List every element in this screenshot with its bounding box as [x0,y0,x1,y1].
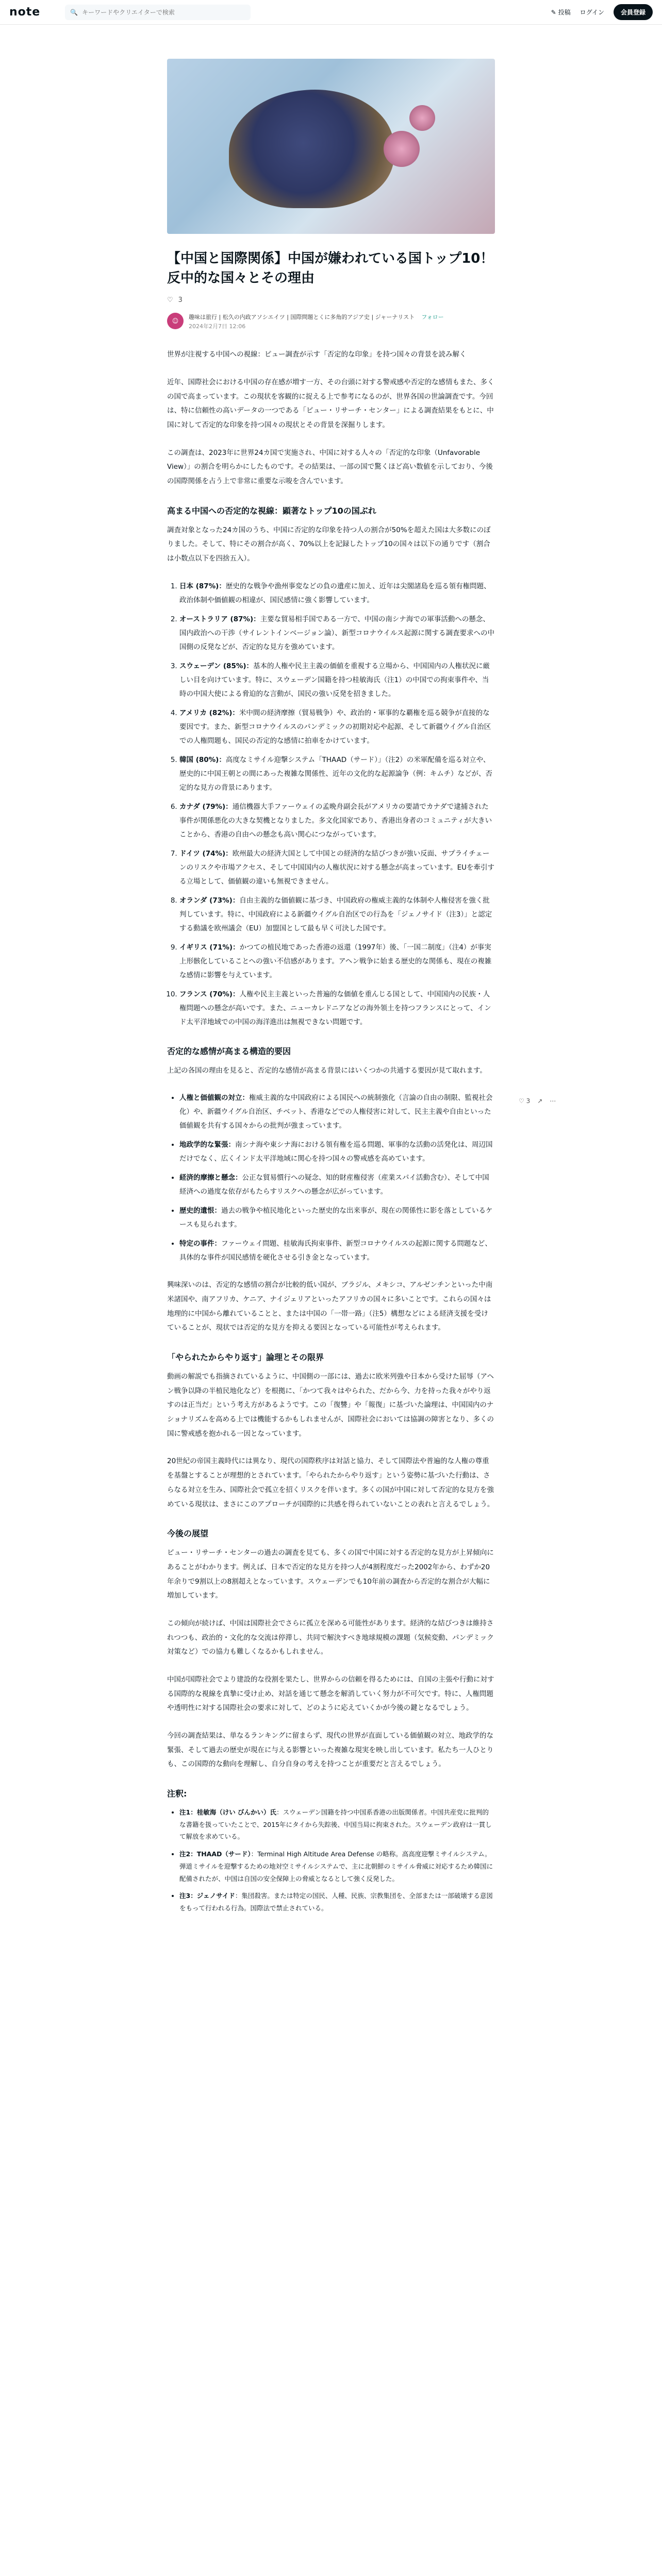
section-paragraph: 中国が国際社会でより建設的な役割を果たし、世界からの信頼を得るためには、自国の主張や行動に対する国際的な視線を真摯に受け止め、対話を通じて懸念を解消していく努力が不可欠です。特に、人権問題や透明性に対する国際社会の要求に対して、どのように応えていくかが今後の鍵となるでしょう。 [167,1675,494,1713]
list-item: • 注3：ジェノサイド：集団殺害。または特定の国民、人種、民族、宗教集団を、全部または一部破壊する意図をもって行われる行為。国際法で禁止されている。 [179,1890,495,1914]
factors-list [167,1091,495,1265]
blueberry-basket-shape [229,90,394,208]
hero-image [167,59,495,234]
search-icon: 🔍 [70,8,78,16]
flower-shape [409,105,435,131]
header-actions [551,4,653,20]
like-count: 3 [178,296,183,304]
section-lead: 上記の各国の理由を見ると、否定的な感情が高まる背景にはいくつかの共通する要因が見て取れます。 [167,1066,487,1075]
intro-paragraph: この調査は、2023年に世界24カ国で実施され、中国に対する人々の「否定的な印象（Unfavorable View）」の割合を明らかにしたものです。その結果は、一部の国で驚くほど高い数値を示しており、今後の国際関係を占う上で非常に重要な示唆を含んでいます。 [167,448,493,486]
article-actions [167,296,495,304]
list-item: • 注2：THAAD（サード）：Terminal High Altitude Area Defense の略称。高高度迎撃ミサイルシステム。弾道ミサイルを迎撃するための地対空ミサイルシステムで、主に北朝鮮のミサイル脅威に対応するため韓国に配備されたが、中国は自国の安全保障上の脅威となるとして強く反発した。 [179,1848,495,1885]
more-icon[interactable]: ⋯ [550,1097,556,1105]
article-title: 【中国と国際関係】中国が嫌われている国トップ10！反中的な国々とその理由 [167,251,494,286]
list-item: • 特定の事件：ファーウェイ問題、桂敏海氏拘束事件、新型コロナウイルスの起源に関する問題など、具体的な事件が国民感情を硬化させる引き金となっています。 [179,1237,495,1265]
section-paragraph: 今回の調査結果は、単なるランキングに留まらず、現代の世界が直面している価値観の対立、地政学的な緊張、そして過去の歴史が現在に与える影響といった複雑な現実を映し出しています。私たち一人ひとりも、この国際的な動向を理解し、自分自身の考えを持つことが重要だと言えるでしょう。 [167,1731,494,1769]
author-name[interactable]: 趣味は旅行 | 松久の内政アソシエイツ | 国際問題とくに多角的アジア史 | ジャーナリスト [189,314,415,321]
avatar[interactable]: ☺ [167,313,184,329]
list-item: 9. イギリス (71%)：かつての植民地であった香港の返還（1997年）後、「一国二制度」（注4）が事実上形骸化していることへの強い不信感があります。アヘン戦争に始まる歴史的な関係も、現在の複雑な感情に影響を与えています。 [179,941,495,982]
flower-shape [384,131,420,167]
section-heading: 「やられたからやり返す」論理とその限界 [167,1352,324,1363]
post-button[interactable] [551,8,571,16]
list-item: • 歴史的遺恨：過去の戦争や植民地化といった歴史的な出来事が、現在の関係性に影を落としているケースも見られます。 [179,1204,495,1232]
list-item: 8. オランダ (73%)：自由主義的な価値観に基づき、中国政府の権威主義的な体制や人権侵害を強く批判しています。特に、中国政府による新疆ウイグル自治区での行為を「ジェノサイド（注3）」と認定する動議を欧州議会（EU）加盟国として最も早く可決した国です。 [179,894,495,936]
list-item: • 経済的摩擦と懸念：公正な貿易慣行への疑念、知的財産権侵害（産業スパイ活動含む）、そして中国経済への過度な依存がもたらすリスクへの懸念が広がっています。 [179,1171,495,1199]
notes-heading: 注釈: [167,1788,187,1799]
floating-actions [519,1097,556,1105]
share-icon[interactable]: ↗ [537,1097,543,1105]
follow-button[interactable]: フォロー [421,314,444,321]
list-item: 3. スウェーデン (85%)：基本的人権や民主主義の価値を重視する立場から、中国国内の人権状況に厳しい目を向けています。特に、スウェーデン国籍を持つ桂敏海氏（注1）の中国での拘束事件や、当時の中国大使による脅迫的な言動が、国民の強い反発を招きました。 [179,659,495,701]
article-main [167,25,495,1914]
like-button[interactable] [519,1097,530,1105]
section-lead: 調査対象となった24カ国のうち、中国に否定的な印象を持つ人の割合が50%を超えた国は大多数にのぼりました。そして、特にその割合が高く、70%以上を記録したトップ10の国々は以下の通りです（割合は小数点以下を四捨五入）。 [167,526,491,563]
pencil-icon: ✎ [551,9,556,16]
section-paragraph: この傾向が続けば、中国は国際社会でさらに孤立を深める可能性があります。経済的な結びつきは維持されつつも、政治的・文化的な交流は停滞し、共同で解決すべき地球規模の課題（気候変動、パンデミック対策など）での協力も難しくなるかもしれません。 [167,1619,494,1656]
list-item: 4. アメリカ (82%)：米中間の経済摩擦（貿易戦争）や、政治的・軍事的な覇権を巡る競争が直接的な要因です。また、新型コロナウイルスのパンデミックの初期対応や起源、そして新疆ウイグル自治区での人権問題も、国民の否定的な感情に拍車をかけています。 [179,706,495,748]
section-heading: 否定的な感情が高まる構造的要因 [167,1046,291,1056]
section-paragraph: 興味深いのは、否定的な感情の割合が比較的低い国が、ブラジル、メキシコ、アルゼンチンといった中南米諸国や、南アフリカ、ケニア、ナイジェリアといったアフリカの国々に多いことです。これらの国々は地理的に中国から離れていることと、または中国の「一帯一路」（注5）構想などによる経済支援を受けていることが、現状では否定的な見方を抑える要因となっている可能性が考えられます。 [167,1281,493,1332]
heart-icon[interactable]: ♡ [167,296,173,304]
list-item: • 注1：桂敏海（けい びんかい）氏：スウェーデン国籍を持つ中国系香港の出版関係者。中国共産党に批判的な書籍を扱っていたことで、2015年にタイから失踪後、中国当局に拘束された。スウェーデン政府は一貫して解放を求めている。 [179,1806,495,1843]
post-date: 2024年2月7日 12:06 [189,323,246,330]
list-item: 1. 日本 (87%)：歴史的な戦争や漁州事変などの負の遺産に加え、近年は尖閣諸島を巡る領有権問題、政治体制や価値観の相違が、国民感情に強く影響しています。 [179,580,495,607]
ranking-list [167,580,495,1029]
signup-button[interactable]: 会員登録 [614,4,653,20]
intro-paragraph: 世界が注視する中国への視線：ピュー調査が示す「否定的な印象」を持つ国々の背景を読み解く [167,350,467,359]
intro-paragraph: 近年、国際社会における中国の存在感が増す一方、その台頭に対する警戒感や否定的な感情もまた、多くの国で高まっています。この現状を客観的に捉える上で参考になるのが、世界各国の世論調査です。今回は、特に信頼性の高いデータの一つである「ピュー・リサーチ・センター」による調査結果をもとに、中国に対して否定的な印象を持つ国々の現状とその背景を深掘りします。 [167,378,494,430]
list-item: 6. カナダ (79%)：通信機器大手ファーウェイの孟晩舟副会長がアメリカの要請でカナダで逮捕された事件が関係悪化の大きな契機となりました。多文化国家であり、香港出身者のコミュニティが大きいことから、香港の自由への懸念も高い関心につながっています。 [179,800,495,842]
post-label: 投稿 [558,9,571,16]
list-item: 10. フランス (70%)：人権や民主主義といった普遍的な価値を重んじる国として、中国国内の民族・人権問題への懸念が高いです。また、ニューカレドニアなどの海外領土を持つフランスにとって、インド太平洋地域での中国の海洋進出は無視できない問題です。 [179,988,495,1029]
list-item: • 人権と価値観の対立：権威主義的な中国政府による国民への統制強化（言論の自由の制限、監視社会化）や、新疆ウイグル自治区、チベット、香港などでの人権侵害に対して、民主主義や自由といった価値観を共有する国々からの批判が強まっています。 [179,1091,495,1133]
top-header [0,0,662,25]
section-heading: 今後の展望 [167,1529,209,1539]
login-button[interactable]: ログイン [580,9,604,16]
section-paragraph: 動画の解説でも指摘されているように、中国側の一部には、過去に欧米列強や日本から受けた屈辱（アヘン戦争以降の半植民地化など）を根拠に、「かつて我々はやられた、だから今、力を持った我々がやり返すのは正当だ」という考え方があるようです。この「復讐」や「報復」に基づいた論理は、中国国内のナショナリズムを高める上では機能するかもしれませんが、国際社会においては協調の障害となり、多くの国に警戒感を抱かれる一因となっています。 [167,1372,494,1438]
section-paragraph: 20世紀の帝国主義時代には異なり、現代の国際秩序は対話と協力、そして国際法や普遍的な人権の尊重を基盤とすることが理想的とされています。「やられたからやり返す」という姿勢に基づいた行動は、さらなる対立を生み、国際社会で孤立を招くリスクを伴います。多くの国が中国に対して否定的な見方を強めている現状は、まさにこのアプローチが国際的に共感を得られていないことの表れと言えるでしょう。 [167,1457,494,1509]
section-paragraph: ピュー・リサーチ・センターの過去の調査を見ても、多くの国で中国に対する否定的な見方が上昇傾向にあることがわかります。例えば、日本で否定的な見方を持つ人が4割程度だった2002年から、わずか20年余りで9割以上の8割超えとなっています。スウェーデンでも10年前の調査から否定的な割合が大幅に増加しています。 [167,1549,494,1600]
heart-icon: ♡ [519,1097,524,1105]
search-box[interactable] [65,5,251,20]
section-heading: 高まる中国への否定的な視線：顕著なトップ10の国ぶれ [167,505,376,516]
side-like-count: 3 [526,1097,531,1105]
search-input[interactable] [81,8,238,16]
notes-list [167,1806,495,1914]
note-logo[interactable]: note [9,6,41,19]
list-item: 2. オーストラリア (87%)：主要な貿易相手国である一方で、中国の南シナ海での軍事活動への懸念、国内政治への干渉（サイレントインベージョン論）、新型コロナウイルス起源に関する調査要求への中国側の反発などが、否定的な見方を強めています。 [179,613,495,654]
list-item: 7. ドイツ (74%)：欧州最大の経済大国として中国との経済的な結びつきが強い反面、サプライチェーンのリスクや市場アクセス、そして中国国内の人権状況に対する懸念が高まっています。EUを牽引する立場として、価値観の違いも無視できません。 [179,847,495,889]
list-item: • 地政学的な緊張：南シナ海や東シナ海における領有権を巡る問題、軍事的な活動の活発化は、周辺国だけでなく、広くインド太平洋地域に関心を持つ国々の警戒感を高めています。 [179,1138,495,1166]
list-item: 5. 韓国 (80%)：高度なミサイル迎撃システム「THAAD（サード）」（注2）の米軍配備を巡る対立や、歴史的に中国王朝との間にあった複雑な関係性、近年の文化的な起源論争（例：キムチ）などが、否定的な見方の背景にあります。 [179,753,495,795]
author-block [167,311,495,330]
